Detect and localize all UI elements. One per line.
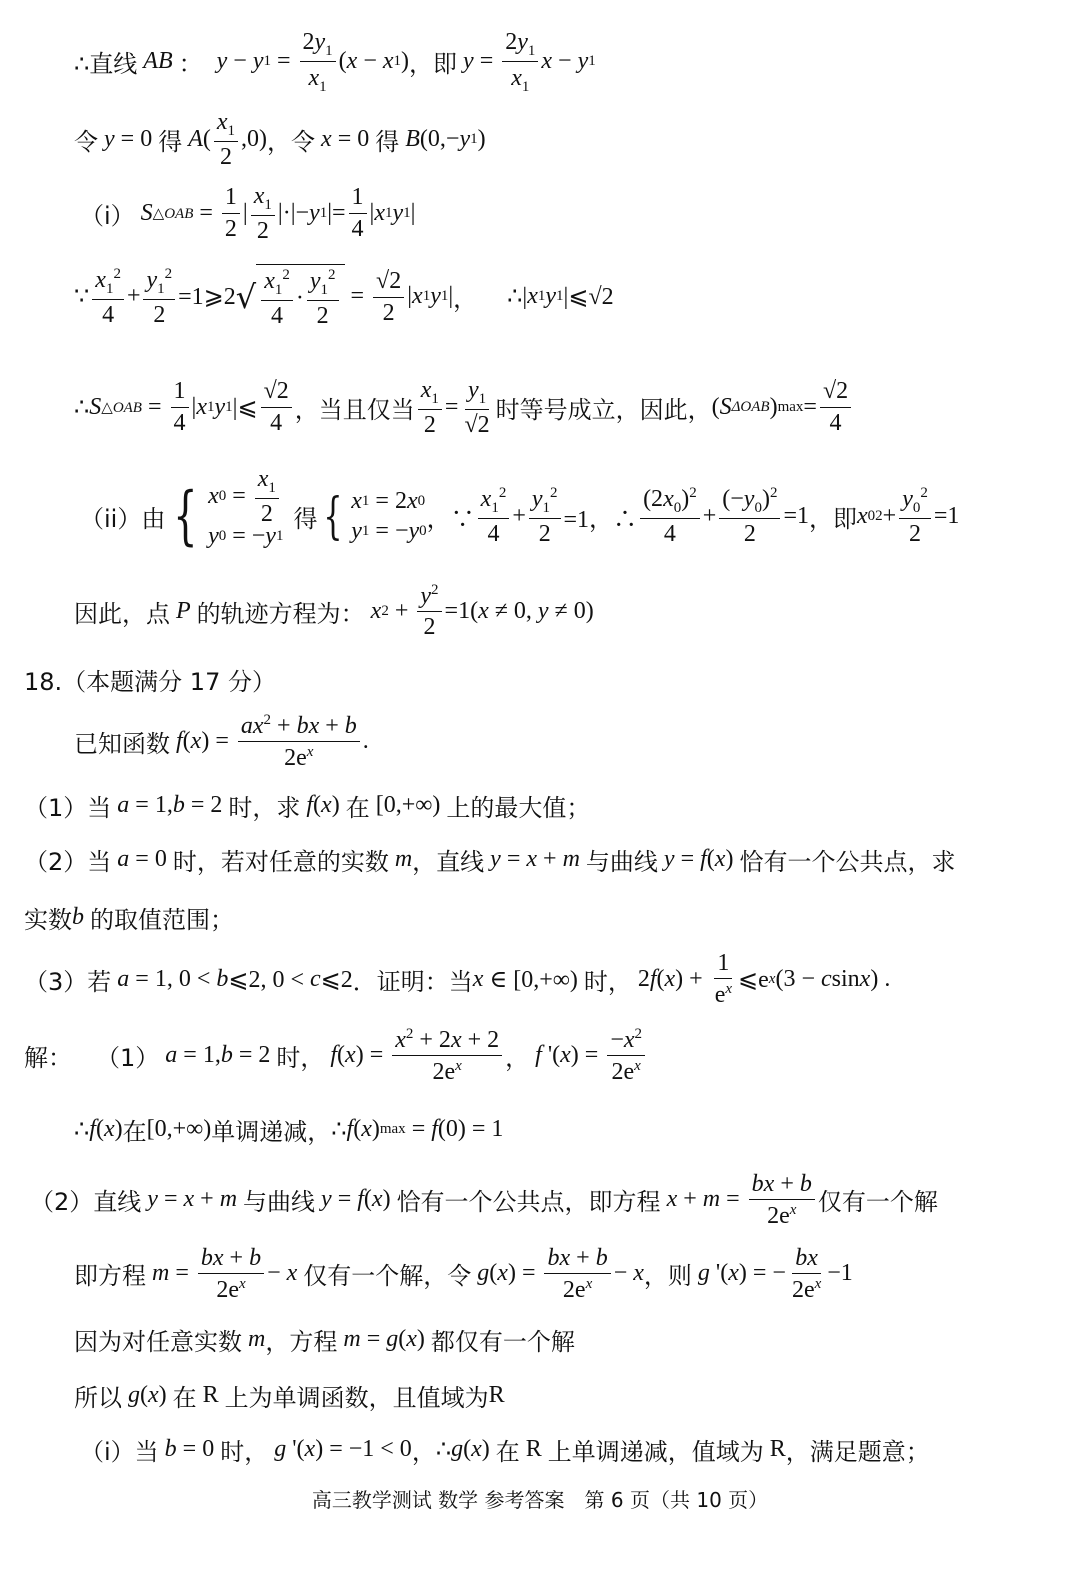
solution-line-5: ∴ S △OAB = $\frac{1}{4}$ | x 1 y 1 |⩽ $\frac{√2}{4}$ ，当且仅当 $\frac{x_1}{2}$ = $\frac{y_1}{√2}$ 时等号成立，因此， ( S ΔOAB ) max = $\frac{√2}{4}$ <box>74 376 854 439</box>
question-part-2: （2）当 a = 0 时，若对任意的实数 m ，直线 y = x + m 与曲线 y = f ( x ) 恰有一个公共点，求 <box>24 846 956 876</box>
solution-line-2: 令 y = 0 得 A ( $\frac{x_1}{2}$ ,0) ，令 x = 0 得 B (0,− y 1 ) <box>74 109 486 171</box>
question-18-title: 18.（本题满分 17 分） <box>24 668 276 696</box>
solution-line-4: ∵ $\frac{x_1^2}{4}$ + $\frac{y_1^2}{2}$ =1⩾2 √ $\frac{x_1^2}{4}$ · $\frac{y_1^2}{2}$ = $\frac{√2}{2}$ | x 1 y 1 | ， ∴| x 1 y 1 |⩽√2 <box>74 265 614 330</box>
solution-line-1: ∴直线 AB ： y − y 1 = $\frac{2y_1}{x_1}$ ( x − x 1 ) ，即 y = $\frac{2y_1}{x_1}$ x − y 1 <box>74 29 596 96</box>
page-footer: 高三教学测试 数学 参考答案 第 6 页（共 10 页） <box>311 1488 769 1512</box>
solution-part-2-line-3: 因为对任意实数 m ，方程 m = g ( x ) 都仅有一个解 <box>74 1326 575 1356</box>
solution-part-2-line-5: （i）当 b = 0 时， g '( x ) = −1 < 0 ， ∴ g ( x ) 在 R 上单调递减，值域为 R ，满足题意； <box>80 1436 930 1466</box>
solution-part-2-line-2: 即方程 m = $\frac{bx + b}{2e^x}$ − x 仅有一个解，令 g ( x ) = $\frac{bx + b}{2e^x}$ − x ，则 g '( x ) = − $\frac{bx}{2e^x}$ −1 <box>74 1245 853 1304</box>
solution-part-1: 解： （1） a = 1, b = 2 时， f ( x ) = $\frac{x^2 + 2x + 2}{2e^x}$ ， f '( x ) = $\frac{-x^2}{2e^x}$ <box>24 1026 648 1086</box>
solution-line-3: （i） S △OAB = $\frac{1}{2}$ | $\frac{x_1}{2}$ |·|− y 1 |= $\frac{1}{4}$ | x 1 y 1 | <box>80 183 416 245</box>
question-part-2-cont: 实数 b 的取值范围； <box>24 904 234 934</box>
question-18-given: 已知函数 f ( x ) = $\frac{ax^2 + bx + b}{2e^x}$ . <box>74 712 369 772</box>
solution-part-2-line-1: （2）直线 y = x + m 与曲线 y = f ( x ) 恰有一个公共点，即方程 x + m = $\frac{bx + b}{2e^x}$ 仅有一个解 <box>30 1171 938 1230</box>
solution-line-7: 因此，点 P 的轨迹方程为： x 2 + $\frac{y^2}{2}$ =1( x ≠ 0, y ≠ 0) <box>74 582 594 641</box>
question-part-1: （1）当 a = 1, b = 2 时，求 f ( x ) 在 [0,+∞) 上的最大值； <box>24 792 591 822</box>
solution-part-1-conclusion: ∴ f ( x ) 在 [0,+∞) 单调递减， ∴ f ( x ) max = f (0) = 1 <box>74 1116 504 1146</box>
solution-part-2-line-4: 所以 g ( x ) 在 R 上为单调函数，且值域为 R <box>74 1382 505 1412</box>
question-part-3: （3）若 a = 1, 0 < b ⩽2, 0 < c ⩽2 ．证明：当 x ∈ [0,+∞) 时， 2 f ( x ) + $\frac{1}{e^x}$ ⩽e x (3 − c sin x ) . <box>24 950 891 1009</box>
solution-line-6: （ii）由 { x 0 = $\frac{x_1}{2}$ y 0 = − y 1 得 { x 1 = 2 x 0 y 1 = − y 0 ，∵ $\frac{x_1^2}{4}$ + $\frac{y_1^2}{2}$ =1，∴ $\frac{(2x_0)^2}{4}$ + $\frac{(-y_0)^2}{2}$ =1 ，即 x 0 2 + $\frac{y_0^2}{2}$ =1 <box>80 465 960 553</box>
